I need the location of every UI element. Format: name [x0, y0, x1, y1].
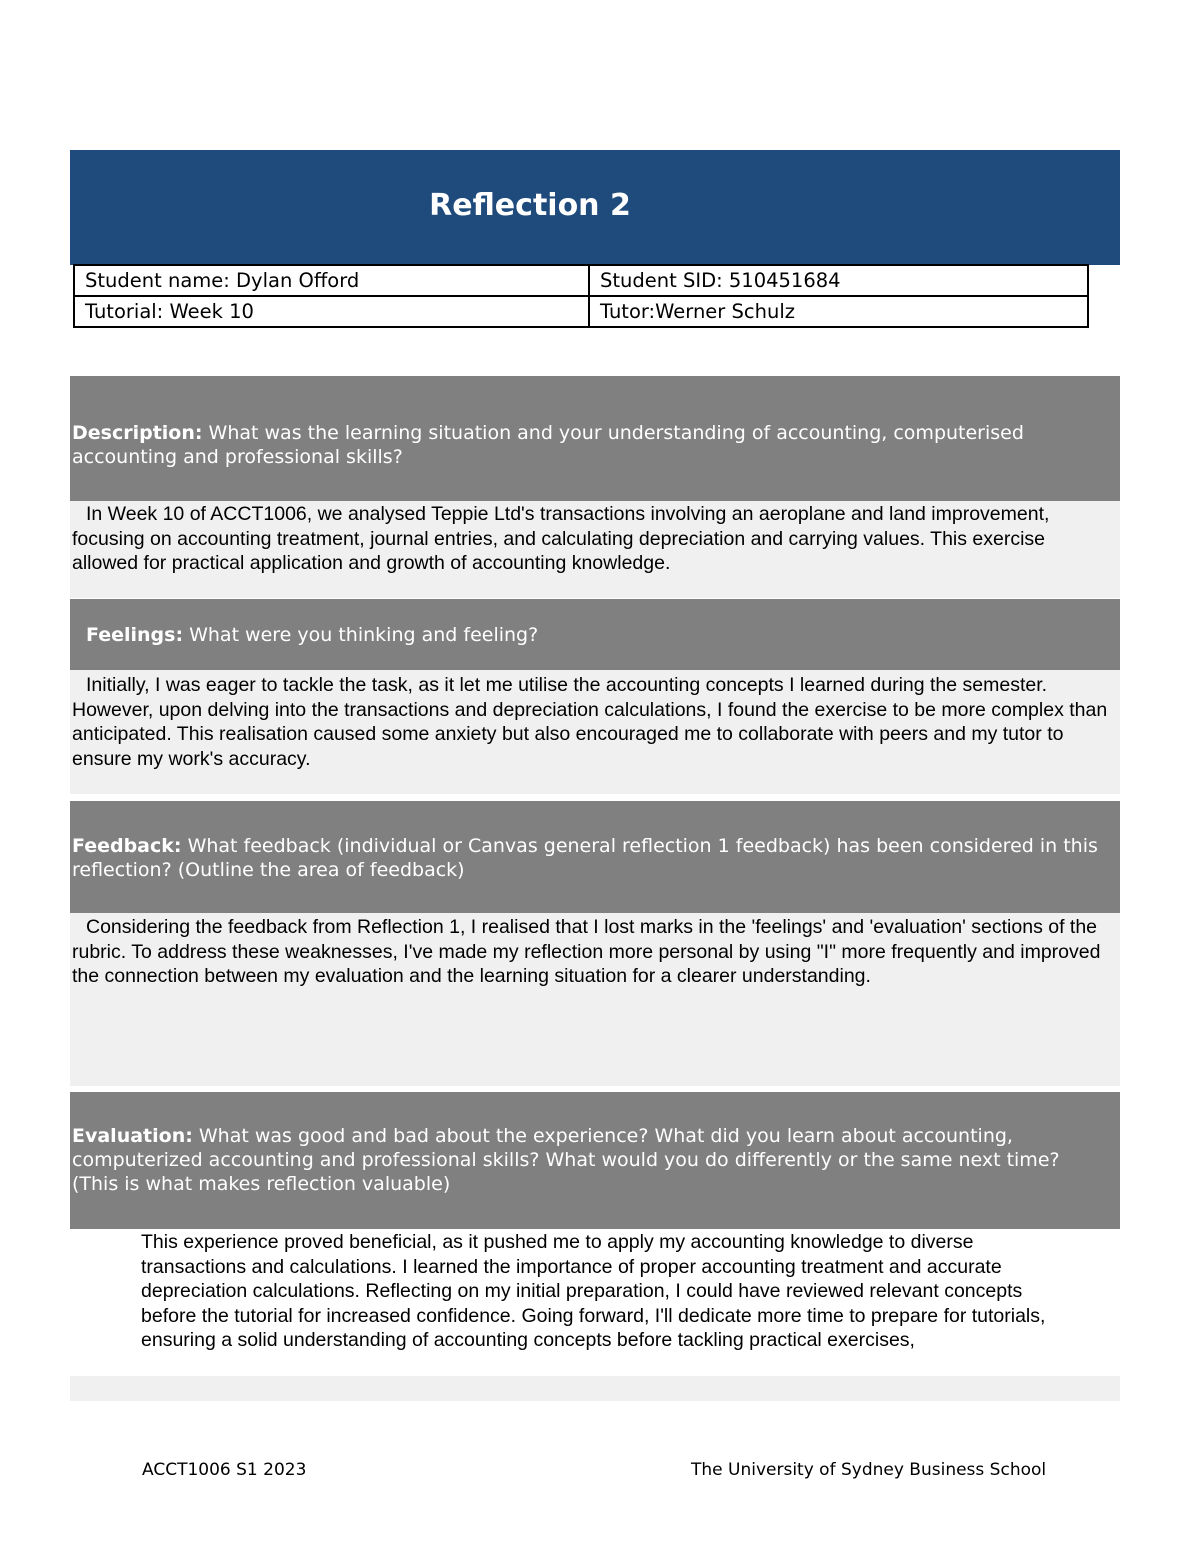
tutorial-label: Tutorial: [85, 300, 164, 323]
tutorial-value: Week 10 [169, 300, 254, 323]
tutor-label: Tutor: [600, 300, 656, 323]
feelings-answer-block [70, 670, 1120, 794]
feedback-answer-block [70, 913, 1120, 1086]
evaluation-heading-block [70, 1092, 1120, 1229]
feelings-answer: Initially, I was eager to tackle the task, as it let me utilise the accounting concepts I learned during the semester. However, upon delving into the transactions and depreciation calculations, I found the exercise to be more complex than anticipated. This realisation caused some anxiety but also encouraged me to collaborate with peers and my tutor to ensure my work's accuracy. [72, 674, 1108, 770]
feelings-heading-block [70, 599, 1120, 670]
footer-course: ACCT1006 S1 2023 [142, 1460, 307, 1480]
feedback-label: Feedback: [72, 835, 182, 857]
feelings-prompt: What were you thinking and feeling? [189, 624, 539, 646]
description-prompt: What was the learning situation and your understanding of accounting, computerised accounting and professional skills? [72, 422, 1024, 468]
student-sid-value: 510451684 [728, 269, 841, 292]
evaluation-label: Evaluation: [72, 1125, 193, 1147]
description-answer: In Week 10 of ACCT1006, we analysed Teppie Ltd's transactions involving an aeroplane and land improvement, focusing on accounting treatment, journal entries, and calculating depreciation and carrying values. This exercise allowed for practical application and growth of accounting knowledge. [72, 503, 1050, 574]
tutor-cell [589, 296, 1088, 327]
student-sid-cell [589, 265, 1088, 296]
info-row [74, 296, 1088, 327]
feedback-heading-block [70, 801, 1120, 913]
feedback-prompt: What feedback (individual or Canvas general reflection 1 feedback) has been considered in this reflection? (Outline the area of feedback) [72, 835, 1098, 881]
student-name-cell [74, 265, 589, 296]
tutor-value: Werner Schulz [655, 300, 795, 323]
evaluation-answer-block [70, 1229, 1120, 1401]
page-title: Reflection 2 [429, 188, 631, 223]
student-name-value: Dylan Offord [236, 269, 360, 292]
student-name-label: Student name: [85, 269, 230, 292]
feelings-label: Feelings: [86, 624, 184, 646]
feedback-answer: Considering the feedback from Reflection 1, I realised that I lost marks in the 'feelings' and 'evaluation' sections of the rubric. To address these weaknesses, I've made my reflection more personal by using "I" more frequently and improved the connection between my evaluation and the learning situation for a clearer understanding. [72, 916, 1101, 987]
description-heading-block [70, 376, 1120, 501]
footer-school: The University of Sydney Business School [691, 1460, 1047, 1480]
info-row [74, 265, 1088, 296]
description-answer-block [70, 501, 1120, 598]
evaluation-prompt: What was good and bad about the experience? What did you learn about accounting, computerized accounting and professional skills? What would you do differently or the same next time? (This is what makes reflection valuable) [72, 1125, 1060, 1195]
tutorial-cell [74, 296, 589, 327]
evaluation-answer: This experience proved beneficial, as it pushed me to apply my accounting knowledge to diverse transactions and calculations. I learned the importance of proper accounting treatment and accurate depreciation calculations. Reflecting on my initial preparation, I could have reviewed relevant concepts before the tutorial for increased confidence. Going forward, I'll dedicate more time to prepare for tutorials, ensuring a solid understanding of accounting concepts before tackling practical exercises, [141, 1231, 1046, 1351]
description-label: Description: [72, 422, 203, 444]
student-sid-label: Student SID: [600, 269, 723, 292]
title-banner [70, 150, 1120, 265]
student-info-table [73, 264, 1089, 328]
